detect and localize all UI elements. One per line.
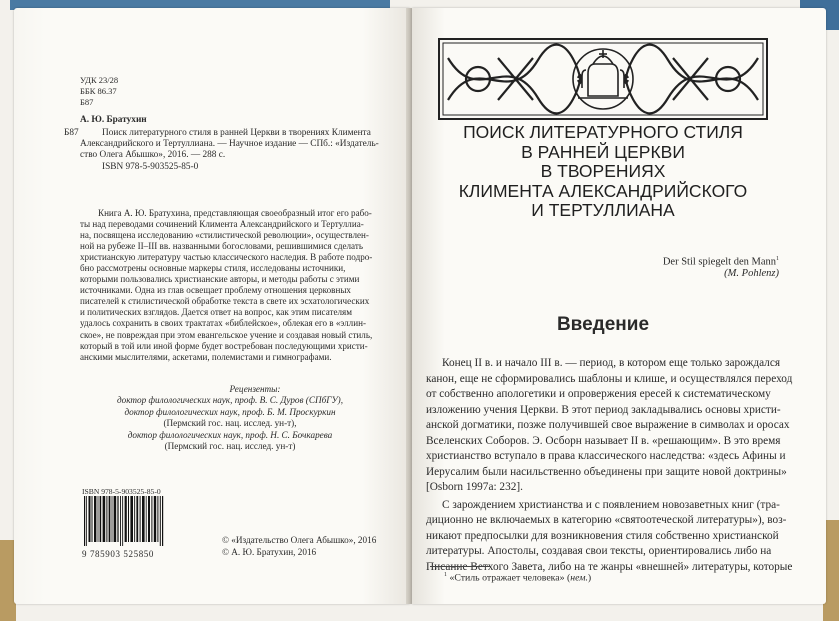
title-line: ПОИСК ЛИТЕРАТУРНОГО СТИЛЯ: [463, 122, 743, 142]
barcode-isbn: ISBN 978-5-903525-85-0: [82, 487, 161, 496]
footnote-lang: нем.: [570, 572, 588, 584]
annotation-line: бно рассмотрены основные маркеры стиля, исследованы источники,: [80, 263, 346, 274]
body-line: Иерусалим были насильственно объединены при защите новой доктрины»: [426, 465, 787, 478]
title-line: И ТЕРТУЛЛИАНА: [531, 200, 675, 220]
annotation-line: на, посвящена исследованию «стилистической революции», осуществлен-: [80, 230, 369, 241]
epigraph-footnote-mark: 1: [776, 256, 779, 262]
footnote-text: «Стиль отражает человека» (: [449, 572, 571, 584]
epigraph-text: Der Stil spiegelt den Mann: [662, 256, 776, 268]
reviewers-block: [80, 384, 380, 452]
annotation-line: источниками. Одна из глав освещает проблему отношения церковных: [80, 285, 351, 296]
reviewers-heading: Рецензенты:: [229, 384, 281, 394]
udk-line: УДК 23/28: [80, 75, 119, 85]
section-heading: Введение: [556, 314, 650, 335]
body-line: никают предпосылки для возникновения стиля собственно христианской: [426, 529, 779, 542]
body-text: [426, 356, 793, 575]
body-line: литературы. Апостолы, создавая свои тексты, ориентировались либо на: [426, 545, 772, 557]
epigraph-author: (M. Pohlenz): [724, 268, 779, 279]
body-line: Писание Ветхого Завета, либо на те жанры «внешней» литературы, которые: [426, 560, 793, 573]
annotation-line: и политических взглядов. Дается ответ на вопрос, как этим писателям: [80, 307, 352, 318]
body-line: анской догматики, позже получившей свое выражение в символах и оросах: [426, 419, 790, 431]
body-line: Конец II в. и начало III в. — период, в котором еще только зарождался: [442, 357, 781, 369]
ornament-headpiece: [438, 38, 768, 120]
author-name: А. Ю. Братухин: [80, 115, 147, 125]
biblio-line: Поиск литературного стиля в ранней Церкви в творениях Климента: [102, 128, 371, 138]
biblio-line: Александрийского и Тертуллиана. — Научное издание — СПб.: «Издатель-: [80, 139, 379, 149]
footnote-end: ): [587, 572, 592, 584]
annotation-line: христианскую литературу частью классического наследия. В работе подро-: [80, 252, 373, 263]
footnote: [444, 572, 591, 583]
reviewer-line: (Пермский гос. нац. исслед. ун-т): [164, 441, 296, 452]
body-line: [Osborn 1997a: 232].: [426, 481, 523, 493]
annotation-line: удалось сохранить в своих трактатах «библейское», облекая его в «эллин-: [80, 318, 366, 329]
annotation-line: Книга А. Ю. Братухина, представляющая своеобразный итог его рабо-: [98, 208, 372, 218]
annotation-line: писателей к стилистической обработке текста в свете их эсхатологических: [80, 296, 370, 307]
author-code: Б87: [64, 128, 79, 138]
reviewer-line: доктор филологических наук, проф. Н. С. Бочкарева: [127, 429, 333, 440]
annotation-line: которыми пользовались христианские авторы, и методы работы с этими: [80, 274, 360, 285]
title-line: В ТВОРЕНИЯХ: [540, 161, 666, 181]
biblio-isbn: ISBN 978-5-903525-85-0: [102, 162, 199, 172]
annotation: [80, 208, 410, 363]
bbk-line: ББК 86.37: [80, 86, 117, 96]
body-line: от собственно апологетики и опровержения ересей к систематическому: [426, 388, 771, 400]
body-line: диционно не включаемых в категорию «святоотеческой литературы»), воз-: [426, 514, 787, 526]
reviewer-line: (Пермский гос. нац. исслед. ун-т),: [163, 418, 297, 429]
copyright-publisher: © «Издательство Олега Абышко», 2016: [222, 535, 377, 545]
reviewer-line: доктор филологических наук, проф. Б. М. Проскуркин: [124, 406, 336, 417]
copyright-author: © А. Ю. Братухин, 2016: [222, 547, 317, 557]
footnote-rule: [430, 566, 490, 567]
book-title: [438, 123, 768, 221]
annotation-line: который в той или иной форме будет востребован последующими христи-: [80, 340, 368, 351]
title-line: В РАННЕЙ ЦЕРКВИ: [521, 141, 685, 162]
title-line: КЛИМЕНТА АЛЕКСАНДРИЙСКОГО: [458, 180, 748, 201]
footnote-mark: 1: [444, 572, 447, 578]
body-line: Вселенских Соборов. Э. Осборн называет II в. «решающим». В это время: [426, 434, 781, 447]
author-index: Б87: [80, 97, 94, 107]
annotation-line: ское», не повреждая при этом евангельское учение и создавая новый стиль,: [80, 329, 373, 340]
body-line: христианство вступало в права классического наследства: «здесь Афины и: [426, 450, 786, 462]
left-page: [14, 8, 410, 604]
annotation-line: анскими мыслителями, аскетами, полемистами и гимнографами.: [80, 351, 332, 362]
annotation-line: ной на рубеже II–III вв. названными богословами, решившимися сделать: [80, 241, 363, 252]
annotation-line: ты над переводами сочинений Климента Александрийского и Тертуллиа-: [80, 219, 364, 230]
barcode-image: [84, 496, 164, 546]
body-line: изложению учения Церкви. В этот период закладывались основы христи-: [426, 403, 781, 416]
biblio-line: ство Олега Абышко», 2016. — 288 с.: [80, 150, 226, 160]
barcode-number: 9 785903 525850: [82, 549, 154, 559]
body-line: С зарождением христианства и с появлением новозаветных книг (тра-: [442, 498, 780, 511]
body-line: канон, еще не сформировались шаблоны и клише, и осуществлялся переход: [426, 372, 793, 385]
reviewer-line: доктор филологических наук, проф. В. С. Дуров (СПбГУ),: [116, 395, 344, 406]
